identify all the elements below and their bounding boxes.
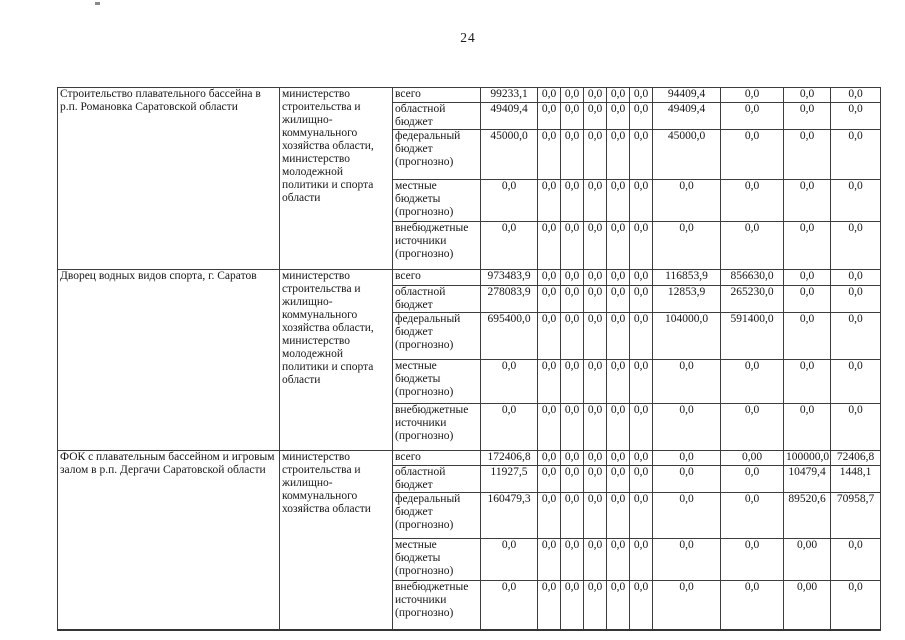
- zero-value-cell: 0,0: [538, 539, 561, 581]
- amount-value-cell: 0,0: [721, 404, 784, 451]
- amount-value-cell: 0,00: [721, 451, 784, 466]
- projects-table: [57, 87, 881, 631]
- amount-value-cell: 0,0: [784, 286, 831, 313]
- amount-value-cell: 116853,9: [653, 270, 721, 286]
- project-name-cell: ФОК с плавательным бассейном и игровым залом в р.п. Дергачи Саратовской области: [58, 451, 280, 631]
- budget-type-cell: местные бюджеты (прогнозно): [393, 180, 481, 222]
- zero-value-cell: 0,0: [630, 130, 653, 180]
- amount-value-cell: 0,0: [481, 180, 538, 222]
- amount-value-cell: 0,0: [481, 539, 538, 581]
- amount-value-cell: 0,0: [831, 103, 881, 130]
- amount-value-cell: 0,0: [721, 222, 784, 270]
- amount-value-cell: 45000,0: [481, 130, 538, 180]
- amount-value-cell: 94409,4: [653, 88, 721, 103]
- amount-value-cell: 12853,9: [653, 286, 721, 313]
- amount-value-cell: 0,0: [481, 360, 538, 404]
- amount-value-cell: 70958,7: [831, 493, 881, 539]
- zero-value-cell: 0,0: [538, 466, 561, 493]
- zero-value-cell: 0,0: [607, 451, 630, 466]
- amount-value-cell: 0,0: [831, 404, 881, 451]
- budget-type-cell: федеральный бюджет (прогнозно): [393, 313, 481, 360]
- table-row: [58, 270, 881, 286]
- amount-value-cell: 0,0: [653, 360, 721, 404]
- zero-value-cell: 0,0: [538, 130, 561, 180]
- zero-value-cell: 0,0: [584, 313, 607, 360]
- budget-type-cell: местные бюджеты (прогнозно): [393, 539, 481, 581]
- zero-value-cell: 0,0: [607, 404, 630, 451]
- amount-value-cell: 0,0: [721, 88, 784, 103]
- budget-type-cell: всего: [393, 270, 481, 286]
- budget-type-cell: всего: [393, 451, 481, 466]
- budget-type-cell: областной бюджет: [393, 286, 481, 313]
- amount-value-cell: 160479,3: [481, 493, 538, 539]
- zero-value-cell: 0,0: [538, 581, 561, 631]
- zero-value-cell: 0,0: [584, 451, 607, 466]
- zero-value-cell: 0,0: [538, 493, 561, 539]
- zero-value-cell: 0,0: [561, 88, 584, 103]
- zero-value-cell: 0,0: [630, 222, 653, 270]
- amount-value-cell: 0,0: [784, 360, 831, 404]
- zero-value-cell: 0,0: [584, 103, 607, 130]
- amount-value-cell: 856630,0: [721, 270, 784, 286]
- amount-value-cell: 0,0: [721, 103, 784, 130]
- zero-value-cell: 0,0: [584, 88, 607, 103]
- amount-value-cell: 0,0: [653, 581, 721, 631]
- budget-type-cell: областной бюджет: [393, 103, 481, 130]
- amount-value-cell: 0,0: [784, 130, 831, 180]
- zero-value-cell: 0,0: [584, 581, 607, 631]
- zero-value-cell: 0,0: [630, 466, 653, 493]
- amount-value-cell: 89520,6: [784, 493, 831, 539]
- amount-value-cell: 10479,4: [784, 466, 831, 493]
- amount-value-cell: 0,0: [653, 180, 721, 222]
- scan-speck: [95, 2, 100, 5]
- zero-value-cell: 0,0: [561, 286, 584, 313]
- budget-type-cell: внебюджетные источники (прогнозно): [393, 404, 481, 451]
- amount-value-cell: 11927,5: [481, 466, 538, 493]
- ministry-cell: министерство строительства и жилищно-коммунального хозяйства области: [280, 451, 393, 631]
- amount-value-cell: 695400,0: [481, 313, 538, 360]
- ministry-cell: министерство строительства и жилищно-коммунального хозяйства области, министерство молодежной политики и спорта области: [280, 88, 393, 270]
- amount-value-cell: 0,0: [784, 270, 831, 286]
- zero-value-cell: 0,0: [607, 313, 630, 360]
- amount-value-cell: 0,0: [653, 539, 721, 581]
- zero-value-cell: 0,0: [630, 360, 653, 404]
- zero-value-cell: 0,0: [607, 581, 630, 631]
- zero-value-cell: 0,0: [561, 313, 584, 360]
- zero-value-cell: 0,0: [630, 451, 653, 466]
- budget-type-cell: областной бюджет: [393, 466, 481, 493]
- amount-value-cell: 0,0: [831, 581, 881, 631]
- zero-value-cell: 0,0: [607, 360, 630, 404]
- amount-value-cell: 172406,8: [481, 451, 538, 466]
- zero-value-cell: 0,0: [584, 286, 607, 313]
- table-body: [58, 88, 881, 631]
- zero-value-cell: 0,0: [561, 360, 584, 404]
- zero-value-cell: 0,0: [538, 88, 561, 103]
- amount-value-cell: 0,0: [481, 581, 538, 631]
- zero-value-cell: 0,0: [584, 222, 607, 270]
- budget-type-cell: внебюджетные источники (прогнозно): [393, 581, 481, 631]
- zero-value-cell: 0,0: [561, 466, 584, 493]
- amount-value-cell: 0,0: [831, 360, 881, 404]
- zero-value-cell: 0,0: [584, 130, 607, 180]
- amount-value-cell: 0,0: [653, 222, 721, 270]
- amount-value-cell: 0,0: [721, 539, 784, 581]
- amount-value-cell: 72406,8: [831, 451, 881, 466]
- amount-value-cell: 265230,0: [721, 286, 784, 313]
- zero-value-cell: 0,0: [584, 270, 607, 286]
- zero-value-cell: 0,0: [538, 360, 561, 404]
- zero-value-cell: 0,0: [630, 286, 653, 313]
- amount-value-cell: 104000,0: [653, 313, 721, 360]
- zero-value-cell: 0,0: [538, 103, 561, 130]
- amount-value-cell: 0,0: [653, 404, 721, 451]
- budget-type-cell: федеральный бюджет (прогнозно): [393, 130, 481, 180]
- amount-value-cell: 0,0: [831, 180, 881, 222]
- zero-value-cell: 0,0: [630, 270, 653, 286]
- amount-value-cell: 0,0: [831, 88, 881, 103]
- zero-value-cell: 0,0: [607, 270, 630, 286]
- zero-value-cell: 0,0: [561, 103, 584, 130]
- amount-value-cell: 1448,1: [831, 466, 881, 493]
- amount-value-cell: 99233,1: [481, 88, 538, 103]
- amount-value-cell: 0,0: [784, 404, 831, 451]
- amount-value-cell: 0,0: [784, 180, 831, 222]
- zero-value-cell: 0,0: [607, 130, 630, 180]
- zero-value-cell: 0,0: [561, 451, 584, 466]
- project-name-cell: Строительство плавательного бассейна в р.п. Романовка Саратовской области: [58, 88, 280, 270]
- zero-value-cell: 0,0: [561, 581, 584, 631]
- budget-type-cell: всего: [393, 88, 481, 103]
- zero-value-cell: 0,0: [561, 222, 584, 270]
- amount-value-cell: 0,0: [721, 581, 784, 631]
- ministry-cell: министерство строительства и жилищно-коммунального хозяйства области, министерство молодежной политики и спорта области: [280, 270, 393, 451]
- amount-value-cell: 591400,0: [721, 313, 784, 360]
- zero-value-cell: 0,0: [538, 222, 561, 270]
- amount-value-cell: 49409,4: [481, 103, 538, 130]
- amount-value-cell: 100000,0: [784, 451, 831, 466]
- zero-value-cell: 0,0: [630, 539, 653, 581]
- zero-value-cell: 0,0: [561, 539, 584, 581]
- zero-value-cell: 0,0: [561, 493, 584, 539]
- zero-value-cell: 0,0: [538, 451, 561, 466]
- budget-type-cell: местные бюджеты (прогнозно): [393, 360, 481, 404]
- zero-value-cell: 0,0: [607, 286, 630, 313]
- zero-value-cell: 0,0: [630, 493, 653, 539]
- zero-value-cell: 0,0: [561, 404, 584, 451]
- zero-value-cell: 0,0: [561, 180, 584, 222]
- table-row: [58, 88, 881, 103]
- zero-value-cell: 0,0: [561, 270, 584, 286]
- amount-value-cell: 0,0: [653, 451, 721, 466]
- amount-value-cell: 0,0: [784, 222, 831, 270]
- budget-type-cell: внебюджетные источники (прогнозно): [393, 222, 481, 270]
- amount-value-cell: 0,0: [721, 493, 784, 539]
- zero-value-cell: 0,0: [630, 88, 653, 103]
- zero-value-cell: 0,0: [630, 103, 653, 130]
- zero-value-cell: 0,0: [607, 88, 630, 103]
- zero-value-cell: 0,0: [538, 180, 561, 222]
- zero-value-cell: 0,0: [584, 180, 607, 222]
- page-number: 24: [460, 30, 476, 45]
- zero-value-cell: 0,0: [584, 539, 607, 581]
- zero-value-cell: 0,0: [538, 313, 561, 360]
- zero-value-cell: 0,0: [584, 493, 607, 539]
- amount-value-cell: 49409,4: [653, 103, 721, 130]
- zero-value-cell: 0,0: [607, 466, 630, 493]
- amount-value-cell: 278083,9: [481, 286, 538, 313]
- zero-value-cell: 0,0: [607, 103, 630, 130]
- amount-value-cell: 0,0: [721, 180, 784, 222]
- amount-value-cell: 0,0: [831, 130, 881, 180]
- amount-value-cell: 0,0: [653, 493, 721, 539]
- zero-value-cell: 0,0: [584, 466, 607, 493]
- zero-value-cell: 0,0: [607, 180, 630, 222]
- zero-value-cell: 0,0: [607, 539, 630, 581]
- amount-value-cell: 0,0: [831, 313, 881, 360]
- zero-value-cell: 0,0: [584, 404, 607, 451]
- amount-value-cell: 0,00: [784, 581, 831, 631]
- zero-value-cell: 0,0: [630, 404, 653, 451]
- amount-value-cell: 0,0: [831, 539, 881, 581]
- amount-value-cell: 0,0: [481, 404, 538, 451]
- project-name-cell: Дворец водных видов спорта, г. Саратов: [58, 270, 280, 451]
- amount-value-cell: 0,0: [784, 313, 831, 360]
- zero-value-cell: 0,0: [538, 286, 561, 313]
- amount-value-cell: 0,00: [784, 539, 831, 581]
- zero-value-cell: 0,0: [561, 130, 584, 180]
- amount-value-cell: 0,0: [831, 222, 881, 270]
- zero-value-cell: 0,0: [607, 222, 630, 270]
- zero-value-cell: 0,0: [630, 581, 653, 631]
- amount-value-cell: 0,0: [653, 466, 721, 493]
- amount-value-cell: 0,0: [481, 222, 538, 270]
- amount-value-cell: 0,0: [784, 88, 831, 103]
- amount-value-cell: 0,0: [721, 130, 784, 180]
- zero-value-cell: 0,0: [630, 180, 653, 222]
- amount-value-cell: 0,0: [721, 360, 784, 404]
- budget-type-cell: федеральный бюджет (прогнозно): [393, 493, 481, 539]
- amount-value-cell: 0,0: [831, 286, 881, 313]
- zero-value-cell: 0,0: [607, 493, 630, 539]
- amount-value-cell: 0,0: [831, 270, 881, 286]
- zero-value-cell: 0,0: [538, 270, 561, 286]
- amount-value-cell: 973483,9: [481, 270, 538, 286]
- zero-value-cell: 0,0: [630, 313, 653, 360]
- amount-value-cell: 0,0: [784, 103, 831, 130]
- table-row: [58, 451, 881, 466]
- amount-value-cell: 45000,0: [653, 130, 721, 180]
- zero-value-cell: 0,0: [584, 360, 607, 404]
- zero-value-cell: 0,0: [538, 404, 561, 451]
- amount-value-cell: 0,0: [721, 466, 784, 493]
